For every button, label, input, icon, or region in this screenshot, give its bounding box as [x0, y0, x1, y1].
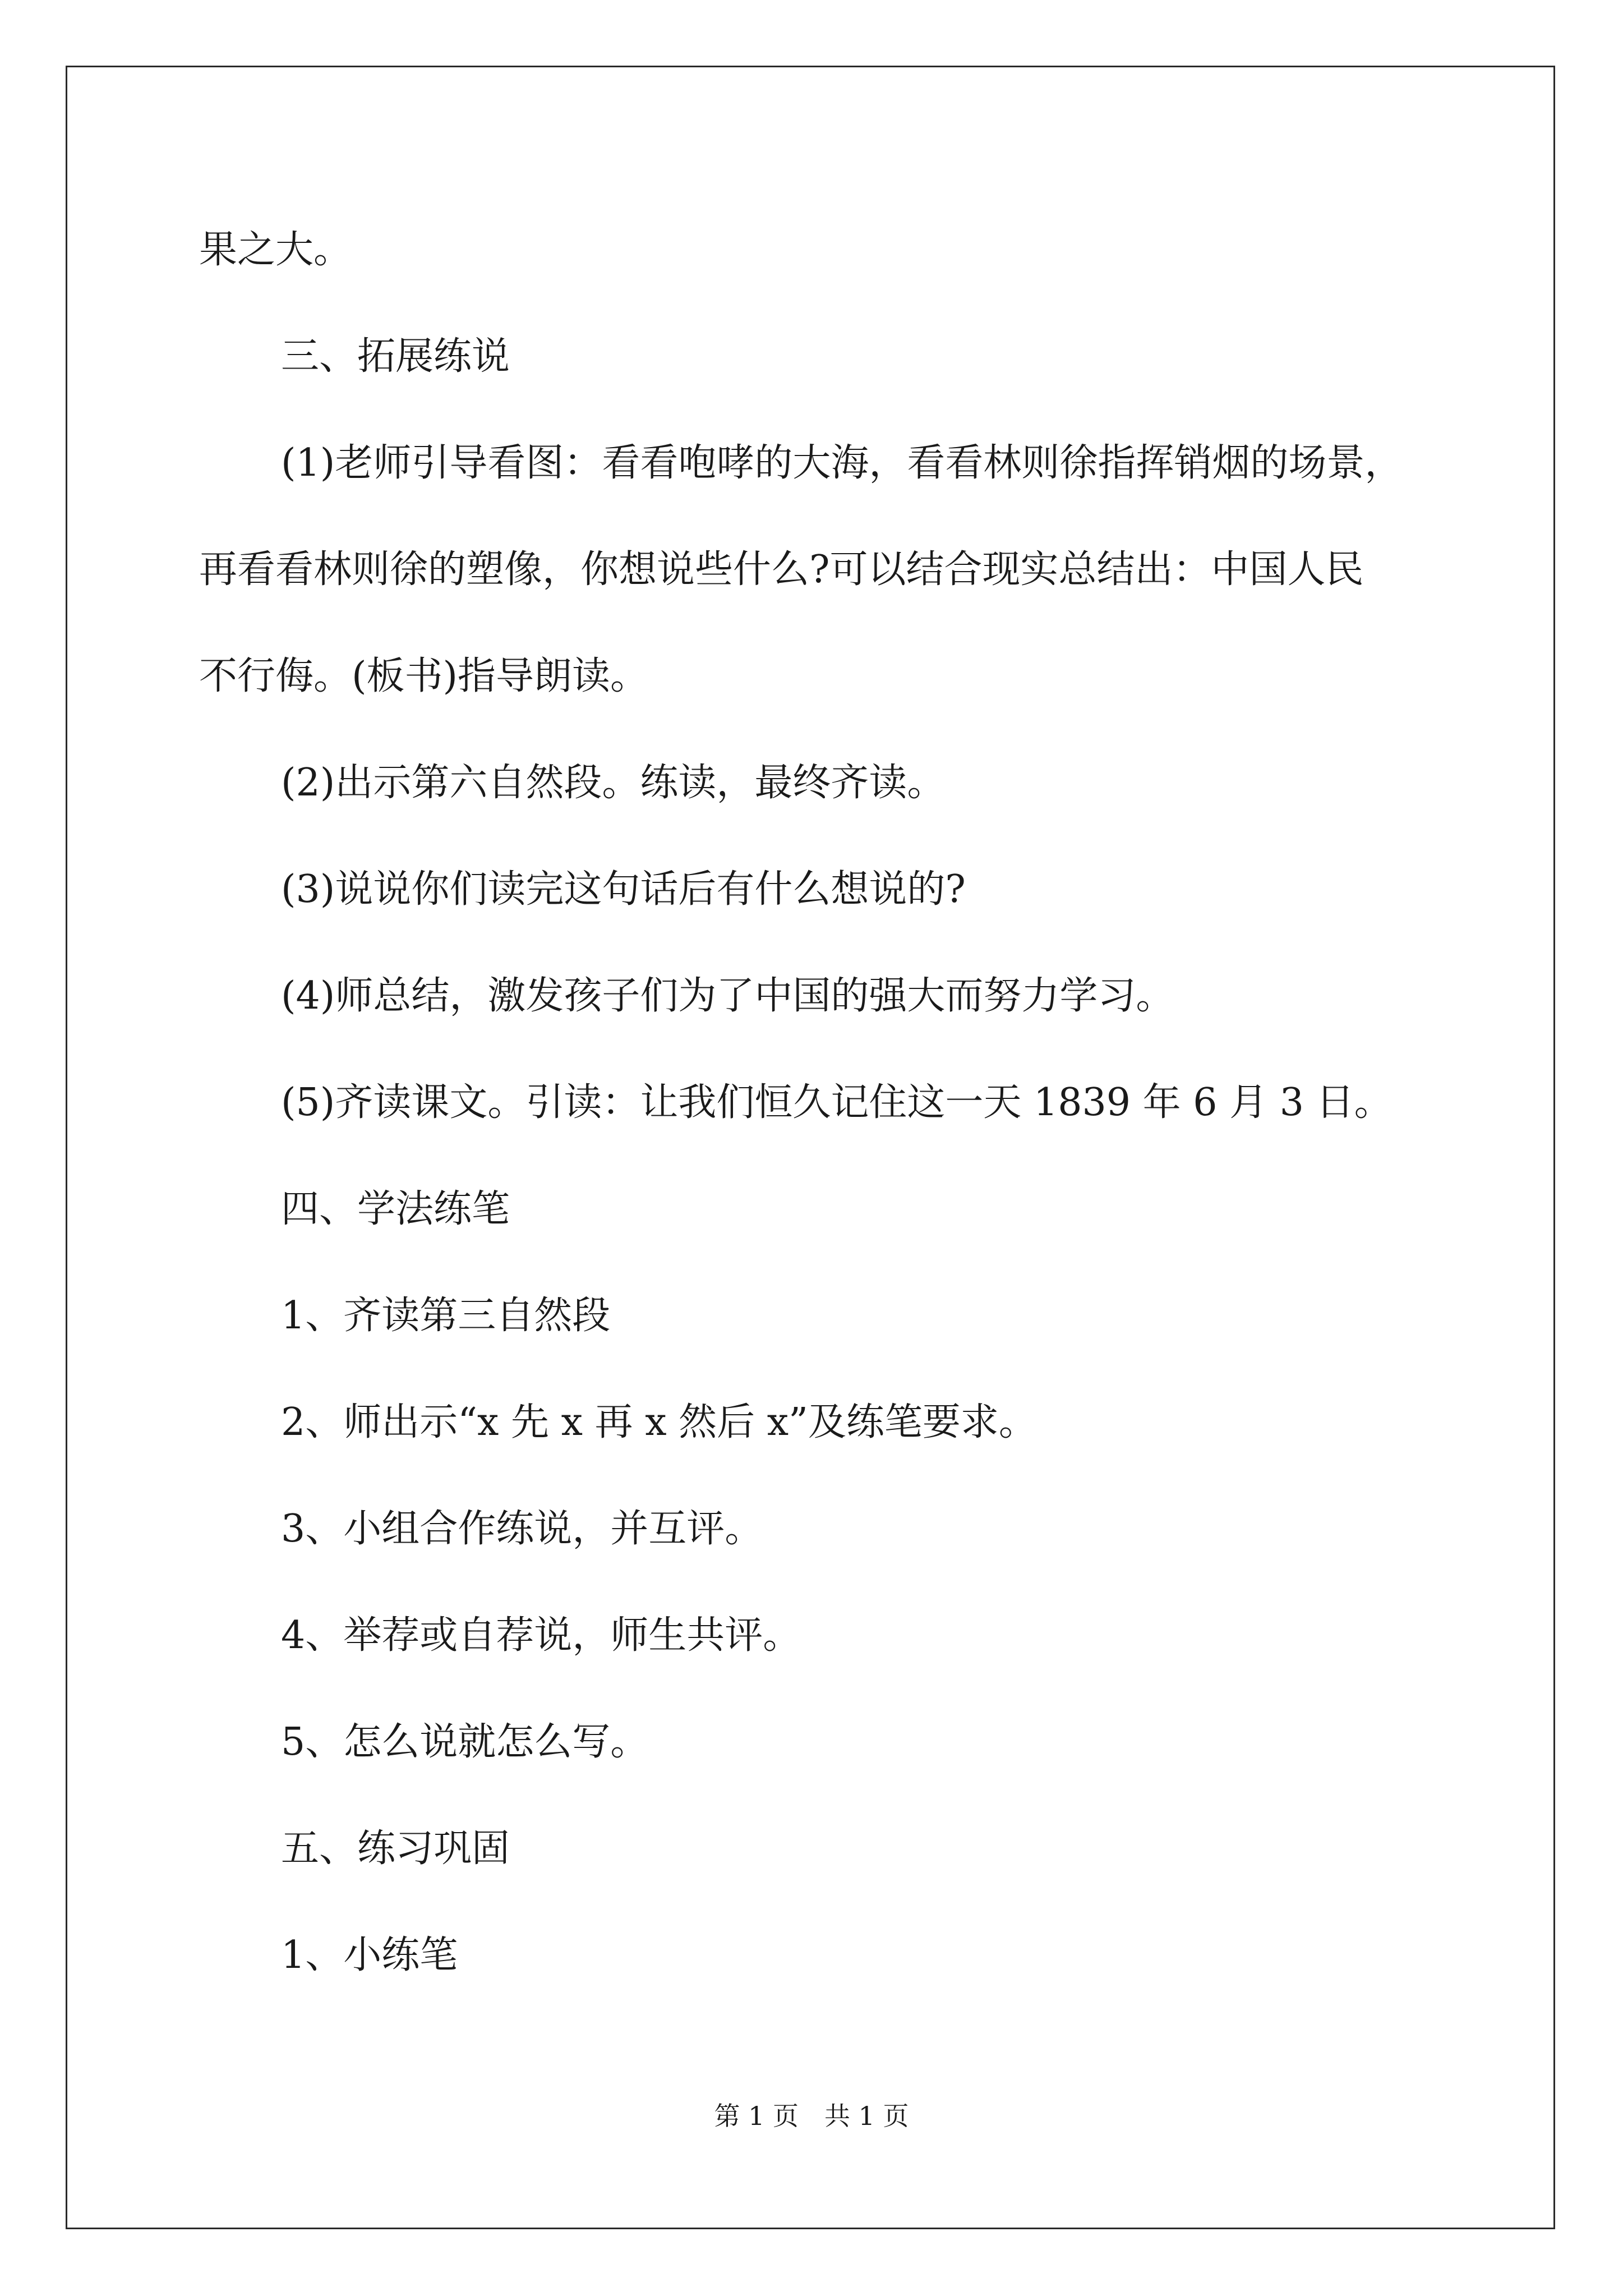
section-heading: 三、拓展练说 [281, 334, 510, 379]
section-heading: 四、学法练笔 [281, 1187, 510, 1231]
list-item: 2、师出示“x 先 x 再 x 然后 x”及练笔要求。 [281, 1400, 1037, 1444]
text-line: (2)出示第六自然段。练读，最终齐读。 [281, 761, 946, 805]
text-line: (3)说说你们读完这句话后有什么想说的? [281, 867, 966, 912]
list-item: 1、小练笔 [281, 1933, 458, 1977]
page-border [66, 66, 1555, 2229]
text-line: 不行侮。(板书)指导朗读。 [199, 654, 649, 698]
list-item: 3、小组合作练说，并互评。 [281, 1507, 763, 1551]
text-line: 果之大。 [199, 228, 352, 272]
list-item: 1、齐读第三自然段 [281, 1294, 611, 1338]
section-heading: 五、练习巩固 [281, 1826, 510, 1871]
list-item: 5、怎么说就怎么写。 [281, 1720, 649, 1764]
text-line: (5)齐读课文。引读：让我们恒久记住这一天 1839 年 6 月 3 日。 [281, 1080, 1393, 1125]
text-line: 再看看林则徐的塑像，你想说些什么?可以结合现实总结出：中国人民 [199, 547, 1364, 592]
list-item: 4、举荐或自荐说，师生共评。 [281, 1613, 801, 1658]
text-line: (4)师总结，激发孩子们为了中国的强大而努力学习。 [281, 974, 1174, 1018]
text-line: (1)老师引导看图：看看咆哮的大海，看看林则徐指挥销烟的场景， [281, 441, 1403, 485]
page-number-footer: 第 1 页 共 1 页 [714, 2101, 909, 2131]
